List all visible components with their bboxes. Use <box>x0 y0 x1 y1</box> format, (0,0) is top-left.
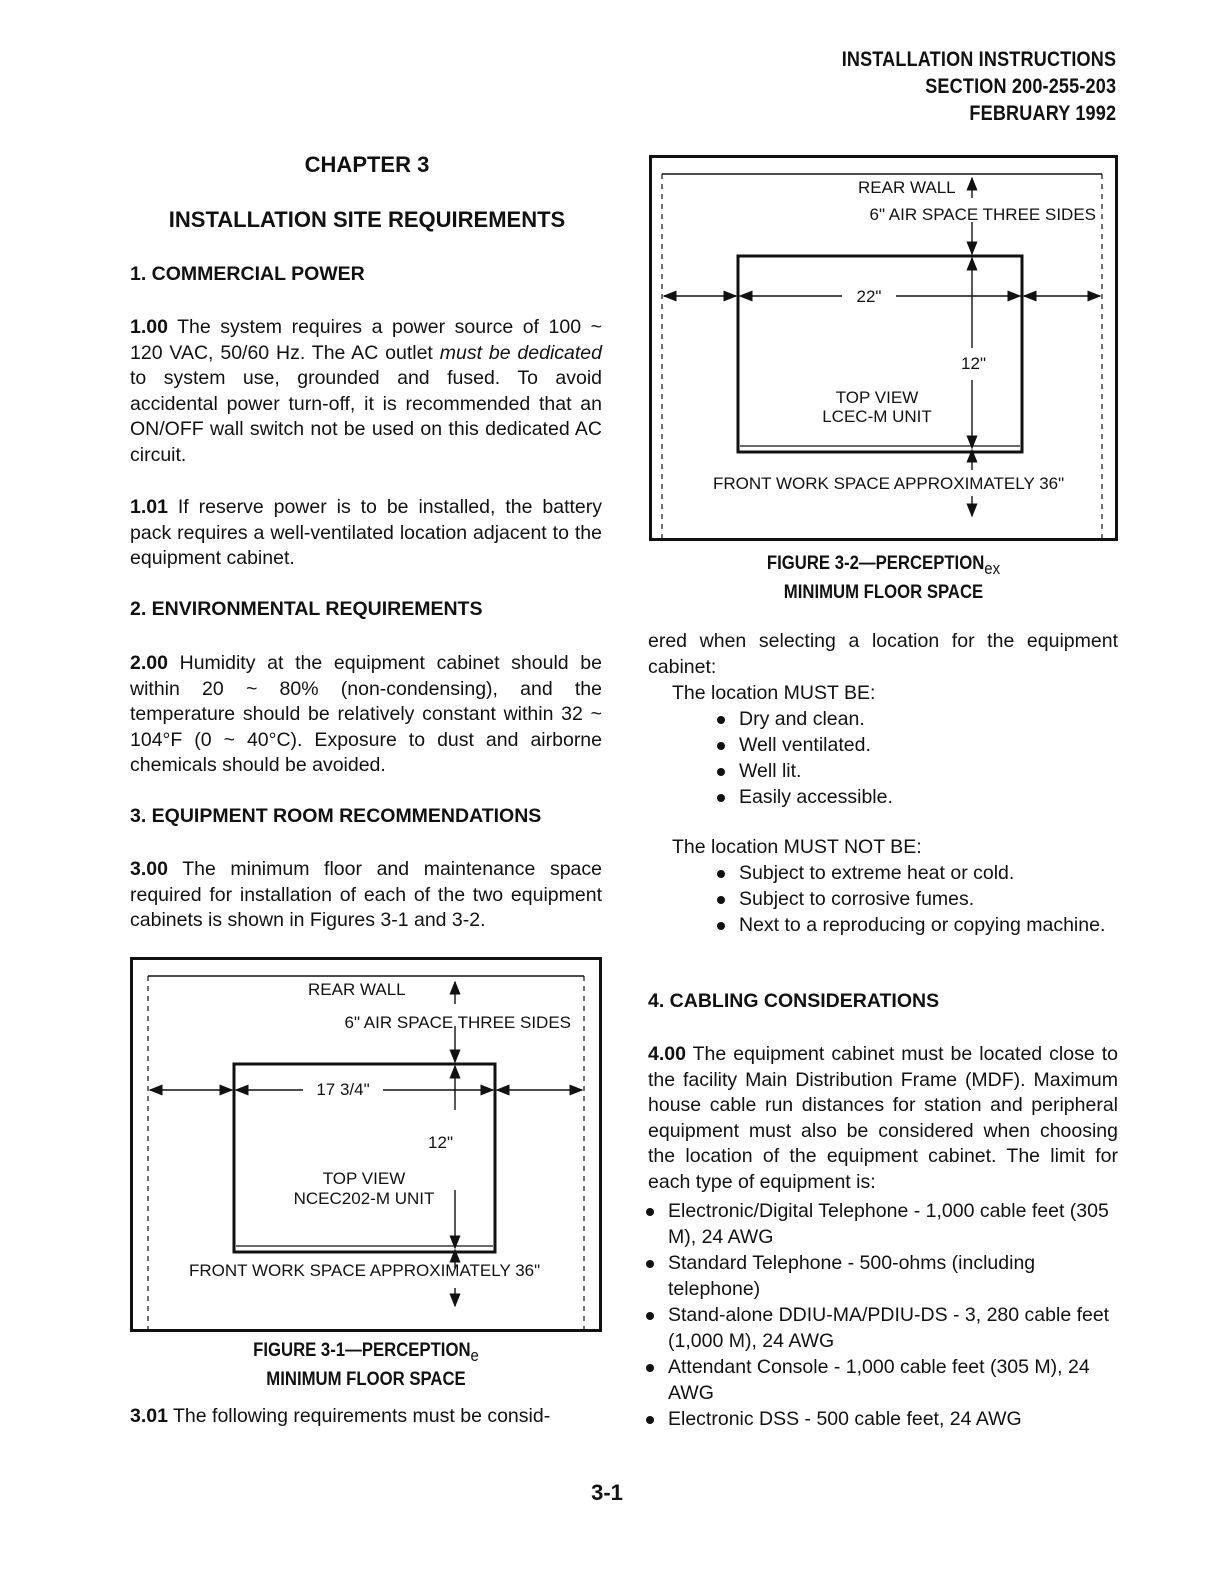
must-not-be-list <box>739 860 1113 938</box>
figure-3-1-diagram <box>133 960 599 1329</box>
list-item: Subject to corrosive fumes. <box>739 886 1113 912</box>
chapter-label: CHAPTER 3 <box>304 152 430 177</box>
section-heading-environmental: 2. ENVIRONMENTAL REQUIREMENTS <box>130 598 483 620</box>
section-heading-equipment-room: 3. EQUIPMENT ROOM RECOMMENDATIONS <box>130 805 542 827</box>
list-item: Standard Telephone - 500-ohms (including telephone) <box>668 1250 1118 1302</box>
paragraph-1-00 <box>130 315 602 469</box>
front-space-label: FRONT WORK SPACE APPROXIMATELY 36" <box>713 474 1065 493</box>
width-label: 17 3/4" <box>316 1080 370 1099</box>
unit-label: LCEC-M UNIT <box>822 407 932 426</box>
figure-3-2 <box>649 155 1118 541</box>
caption-subscript: e <box>470 1345 479 1365</box>
paragraph-text: to system use, grounded and fused. To avoid accidental power turn-off, it is recommended that an ON/OFF wall switch not be used on this dedicated AC circuit. <box>130 367 602 466</box>
list-item: Electronic DSS - 500 cable feet, 24 AWG <box>668 1406 1118 1432</box>
paragraph-text: The equipment cabinet must be located close to the facility Main Distribution Frame (MDF). Maximum house cable run distances for station and peripheral equipment must also be considered when choosing the location of the equipment cabinet. The limit for each type of equipment is: <box>648 1043 1118 1193</box>
air-space-label: 6" AIR SPACE THREE SIDES <box>344 1013 571 1032</box>
section-heading-cabling: 4. CABLING CONSIDERATIONS <box>648 990 940 1012</box>
chapter-title: INSTALLATION SITE REQUIREMENTS <box>168 207 566 232</box>
caption-subtitle: MINIMUM FLOOR SPACE <box>783 581 984 603</box>
section-heading-commercial-power: 1. COMMERCIAL POWER <box>130 263 365 285</box>
caption-title: FIGURE 3-1—PERCEPTION <box>253 1340 471 1361</box>
header-title: INSTALLATION INSTRUCTIONS <box>841 48 1116 71</box>
figure-3-1-caption <box>158 1339 573 1392</box>
list-item: Well ventilated. <box>739 732 1109 758</box>
paragraph-text: The following requirements must be consid- <box>167 1405 551 1427</box>
figure-3-2-diagram <box>652 158 1115 538</box>
figure-3-2-caption <box>677 552 1090 605</box>
emphasis-text: must be dedicated <box>439 341 602 364</box>
list-item: Easily accessible. <box>739 784 1109 810</box>
unit-label: NCEC202-M UNIT <box>293 1189 435 1208</box>
paragraph-text: Humidity at the equipment cabinet should be within 20 ~ 80% (non-condensing), and the temperature should be relatively constant within 32 ~ 104°F (0 ~ 40°C). Exposure to dust and airborne chemicals should be avoided. <box>130 652 602 777</box>
depth-label: 12" <box>961 354 986 373</box>
paragraph-text: The minimum floor and maintenance space required for installation of each of the two equipment cabinets is shown in Figures 3-1 and 3-2. <box>130 858 602 932</box>
list-item: Stand-alone DDIU-MA/PDIU-DS - 3, 280 cable feet (1,000 M), 24 AWG <box>668 1302 1118 1354</box>
paragraph-1-01 <box>130 495 602 572</box>
header-section: SECTION 200-255-203 <box>925 75 1116 98</box>
paragraph-number: 4.00 <box>648 1043 686 1065</box>
paragraph-2-00 <box>130 651 602 779</box>
rear-wall-label: REAR WALL <box>308 980 406 999</box>
list-item: Next to a reproducing or copying machine. <box>739 912 1113 938</box>
paragraph-number: 3.01 <box>130 1405 168 1427</box>
page-number: 3-1 <box>591 1480 623 1505</box>
paragraph-number: 2.00 <box>130 652 168 674</box>
paragraph-number: 3.00 <box>130 858 168 880</box>
caption-subscript: ex <box>984 558 1001 578</box>
top-view-label: TOP VIEW <box>835 388 919 407</box>
must-be-list <box>739 706 1109 810</box>
caption-subtitle: MINIMUM FLOOR SPACE <box>266 1368 466 1390</box>
list-item: Attendant Console - 1,000 cable feet (305 M), 24 AWG <box>668 1354 1118 1406</box>
document-header <box>841 46 1116 127</box>
list-item: Subject to extreme heat or cold. <box>739 860 1113 886</box>
must-be-label: The location MUST BE: <box>672 682 876 704</box>
paragraph-3-01 <box>130 1404 602 1430</box>
must-not-be-label: The location MUST NOT BE: <box>672 836 922 858</box>
paragraph-4-00 <box>648 1042 1118 1196</box>
width-label: 22" <box>856 287 882 306</box>
cable-limits-list <box>668 1198 1118 1432</box>
rear-wall-label: REAR WALL <box>858 178 956 197</box>
paragraph-number: 1.01 <box>130 496 168 518</box>
list-item: Dry and clean. <box>739 706 1109 732</box>
list-item: Electronic/Digital Telephone - 1,000 cable feet (305 M), 24 AWG <box>668 1198 1118 1250</box>
paragraph-3-00 <box>130 857 602 934</box>
front-space-label: FRONT WORK SPACE APPROXIMATELY 36" <box>189 1261 541 1280</box>
paragraph-text: If reserve power is to be installed, the battery pack requires a well-ventilated location adjacent to the equipment cabinet. <box>130 496 602 570</box>
air-space-label: 6" AIR SPACE THREE SIDES <box>869 205 1096 224</box>
list-item: Well lit. <box>739 758 1109 784</box>
top-view-label: TOP VIEW <box>322 1169 406 1188</box>
header-date: FEBRUARY 1992 <box>969 102 1116 125</box>
figure-3-1 <box>130 957 602 1332</box>
paragraph-3-01-continued: ered when selecting a location for the equipment cabinet: <box>648 630 1118 678</box>
caption-title: FIGURE 3-2—PERCEPTION <box>766 553 985 574</box>
paragraph-number: 1.00 <box>130 316 168 338</box>
paragraph-text: The system requires a power source of 100 ~ 120 VAC, 50/60 Hz. The AC outlet <box>130 316 602 364</box>
depth-label: 12" <box>428 1133 453 1152</box>
